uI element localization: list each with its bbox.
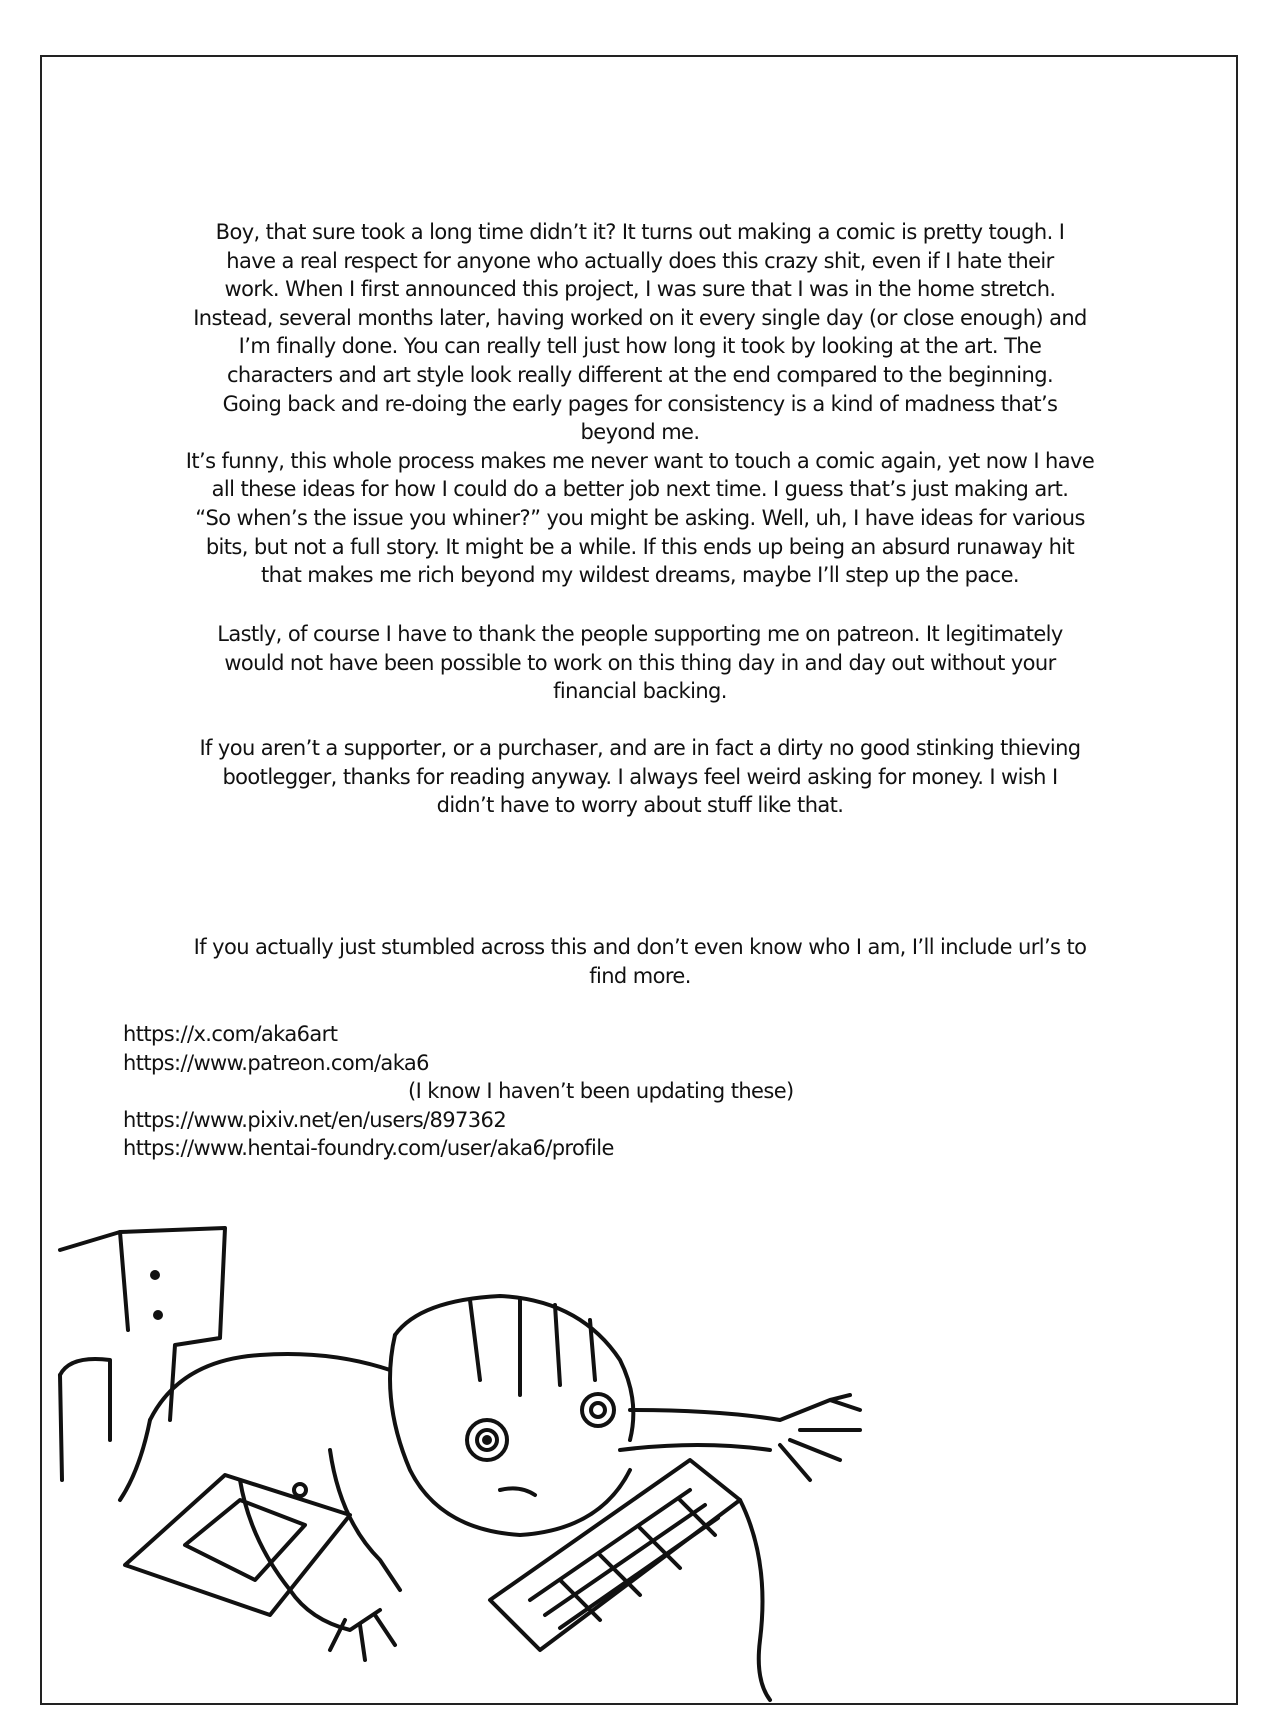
text-line: Going back and re-doing the early pages for consistency is a kind of madness that’s — [222, 391, 1058, 416]
text-line: If you actually just stumbled across this and don’t even know who I am, I’ll include url’s to — [193, 935, 1087, 959]
text-line: have a real respect for anyone who actually does this crazy shit, even if I hate their — [226, 248, 1054, 273]
text-line: all these ideas for how I could do a better job next time. I guess that’s just making art. — [211, 477, 1069, 502]
text-line: “So when’s the issue you whiner?” you might be asking. Well, uh, I have ideas for various — [195, 505, 1085, 530]
text-line: beyond me. — [580, 420, 700, 445]
text-line: financial backing. — [553, 679, 727, 704]
text-line: bits, but not a full story. It might be a while. If this ends up being an absurd runaway hit — [205, 534, 1075, 559]
link-x[interactable]: https://x.com/aka6art — [123, 1022, 338, 1046]
text-line: work. When I first announced this project, I was sure that I was in the home stretch. — [224, 277, 1056, 302]
text-line: find more. — [589, 963, 691, 988]
keyboard-illustration — [490, 1460, 770, 1700]
text-line: If you aren’t a supporter, or a purchaser, and are in fact a dirty no good stinking thieving — [199, 736, 1081, 760]
text-line: would not have been possible to work on this thing day in and day out without your — [224, 650, 1056, 675]
chair-illustration — [60, 1228, 225, 1480]
text-line: Boy, that sure took a long time didn’t it? It turns out making a comic is pretty tough. I — [215, 220, 1065, 244]
link-pixiv[interactable]: https://www.pixiv.net/en/users/897362 — [123, 1107, 507, 1132]
text-line: I’m finally done. You can really tell just how long it took by looking at the art. The — [238, 334, 1042, 359]
text-line: that makes me rich beyond my wildest dreams, maybe I’ll step up the pace. — [260, 563, 1019, 588]
text-line: It’s funny, this whole process makes me never want to touch a comic again, yet now I have — [185, 448, 1095, 473]
drawing-tablet-illustration — [125, 1475, 350, 1615]
text-line: didn’t have to worry about stuff like that. — [436, 793, 844, 818]
links-note: (I know I haven’t been updating these) — [408, 1079, 794, 1104]
text-line: Instead, several months later, having worked on it every single day (or close enough) and — [193, 305, 1087, 330]
link-hentai-foundry[interactable]: https://www.hentai-foundry.com/user/aka6/profile — [123, 1136, 614, 1161]
text-line: Lastly, of course I have to thank the people supporting me on patreon. It legitimately — [217, 622, 1063, 646]
text-line: bootlegger, thanks for reading anyway. I always feel weird asking for money. I wish I — [222, 764, 1058, 789]
text-line: characters and art style look really different at the end compared to the beginning. — [226, 362, 1054, 387]
link-patreon[interactable]: https://www.patreon.com/aka6 — [123, 1050, 429, 1075]
